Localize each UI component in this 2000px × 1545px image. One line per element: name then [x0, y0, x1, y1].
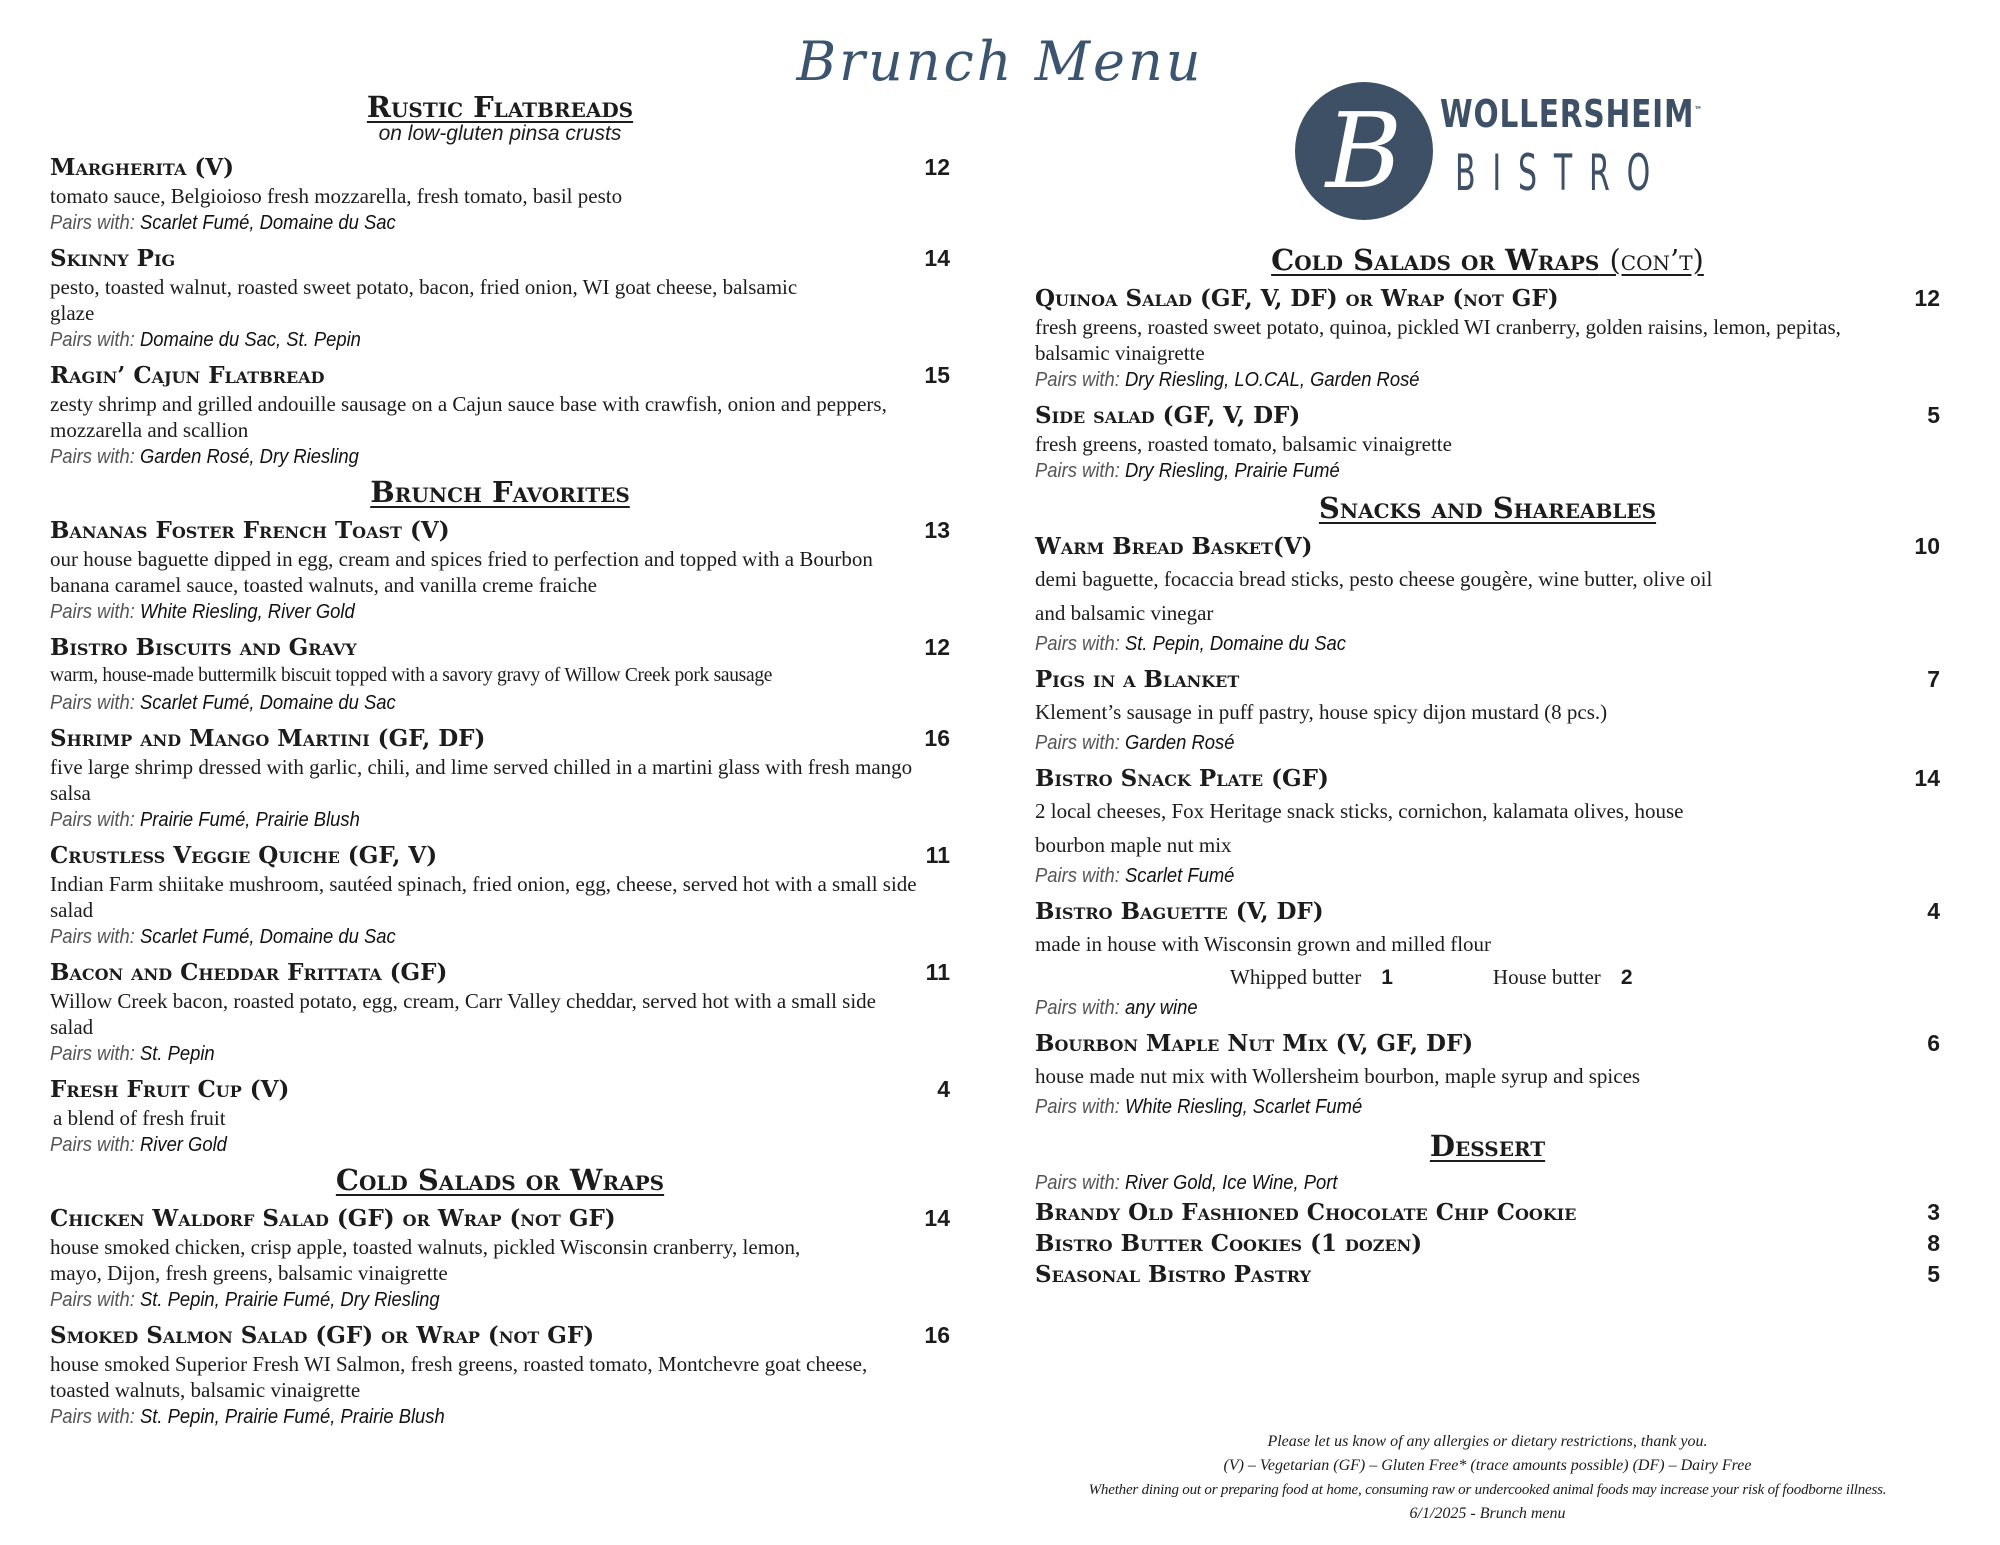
- item-price: 14: [1914, 765, 1940, 791]
- item-price: 10: [1914, 533, 1940, 559]
- section-title: Cold Salads or Wraps (con’t): [1271, 243, 1704, 277]
- menu-item: [1035, 664, 1940, 757]
- item-price: 12: [1914, 285, 1940, 311]
- item-name: Bistro Snack Plate (GF): [1035, 765, 1329, 792]
- item-price: 11: [925, 842, 950, 868]
- footer-notes: [1035, 1430, 1940, 1526]
- menu-item: [50, 515, 950, 626]
- menu-item: [50, 840, 950, 951]
- section-title: Brunch Favorites: [370, 475, 630, 509]
- item-price: 4: [1927, 898, 1940, 924]
- item-description: demi baguette, focaccia bread sticks, pesto cheese gougère, wine butter, olive oil and balsamic vinegar: [1035, 567, 1713, 625]
- trademark-mark: ™: [1694, 105, 1703, 117]
- section-snacks: [1035, 491, 1940, 1121]
- logo-subtitle: BISTRO: [1455, 144, 1668, 202]
- item-pairing: Pairs with: Domaine du Sac, St. Pepin: [50, 329, 361, 351]
- item-pairing: Pairs with: St. Pepin, Prairie Fumé, Prairie Blush: [50, 1406, 445, 1428]
- menu-item: [50, 632, 950, 717]
- section-title: Snacks and Shareables: [1318, 491, 1657, 525]
- item-name: Seasonal Bistro Pastry: [1035, 1261, 1312, 1288]
- house-butter-option: House butter 2: [1492, 965, 1633, 989]
- item-price: 16: [924, 1322, 950, 1348]
- dessert-pairing: Pairs with: River Gold, Ice Wine, Port: [1035, 1172, 1338, 1194]
- item-name: Fresh Fruit Cup (V): [50, 1076, 290, 1103]
- item-price: 12: [924, 154, 950, 180]
- menu-date: 6/1/2025 - Brunch menu: [1409, 1505, 1566, 1522]
- section-brunch-favorites: [50, 475, 950, 1159]
- item-pairing: Pairs with: Scarlet Fumé, Domaine du Sac: [50, 926, 396, 948]
- logo-name: WOLLERSHEIM™: [1440, 92, 1703, 136]
- item-description: warm, house-made buttermilk biscuit topped with a savory gravy of Willow Creek pork sausage: [50, 665, 773, 686]
- page-title: Brunch Menu: [796, 30, 1204, 93]
- item-pairing: Pairs with: St. Pepin: [50, 1043, 215, 1065]
- whipped-butter-option: Whipped butter 1: [1230, 965, 1393, 989]
- item-price: 6: [1927, 1030, 1940, 1056]
- item-name: Side salad (GF, V, DF): [1035, 402, 1301, 429]
- section-cold-salads-cont: [1035, 243, 1940, 485]
- item-pairing: Pairs with: any wine: [1035, 997, 1198, 1019]
- item-name: Ragin’ Cajun Flatbread: [50, 362, 325, 389]
- item-price: 11: [925, 959, 950, 985]
- dessert-item: [1035, 1228, 1940, 1259]
- item-pairing: Pairs with: Prairie Fumé, Prairie Blush: [50, 809, 360, 831]
- section-flatbreads: [50, 90, 950, 471]
- item-description: fresh greens, roasted sweet potato, quinoa, pickled WI cranberry, golden raisins, lemon, pepitas, balsamic vinaigrette: [1035, 315, 1841, 365]
- item-description: Klement’s sausage in puff pastry, house spicy dijon mustard (8 pcs.): [1035, 700, 1608, 724]
- item-price: 3: [1927, 1199, 1940, 1225]
- item-name: Pigs in a Blanket: [1035, 666, 1240, 693]
- food-safety-note: Whether dining out or preparing food at home, consuming raw or undercooked animal foods may increase your risk of foodborne illness.: [1088, 1482, 1887, 1498]
- item-pairing: Pairs with: White Riesling, River Gold: [50, 601, 355, 623]
- menu-item: [1035, 1028, 1940, 1121]
- section-title: Dessert: [1429, 1129, 1546, 1163]
- left-column: [50, 90, 950, 1431]
- item-description: five large shrimp dressed with garlic, chili, and lime served chilled in a martini glass with fresh mango salsa: [50, 755, 913, 805]
- item-name: Bistro Butter Cookies (1 dozen): [1035, 1230, 1423, 1257]
- menu-item: [50, 1320, 950, 1431]
- item-price: 16: [924, 725, 950, 751]
- item-name: Smoked Salmon Salad (GF) or Wrap (not GF): [50, 1322, 595, 1349]
- item-name: Bistro Baguette (V, DF): [1035, 898, 1324, 925]
- item-name: Skinny Pig: [50, 245, 176, 272]
- item-name: Bistro Biscuits and Gravy: [50, 634, 357, 661]
- butter-options: [1035, 961, 1940, 994]
- item-name: Shrimp and Mango Martini (GF, DF): [50, 725, 486, 752]
- item-price: 13: [924, 517, 950, 543]
- section-cold-salads: [50, 1163, 950, 1431]
- item-price: 15: [924, 362, 950, 388]
- menu-item: [50, 243, 950, 354]
- menu-item: [50, 360, 950, 471]
- item-name: Margherita (V): [50, 154, 234, 181]
- item-description: pesto, toasted walnut, roasted sweet potato, bacon, fried onion, WI goat cheese, balsamic glaze: [50, 275, 798, 325]
- section-dessert: [1035, 1129, 1940, 1290]
- section-title: Rustic Flatbreads: [366, 90, 634, 124]
- item-name: Bourbon Maple Nut Mix (V, GF, DF): [1035, 1030, 1474, 1057]
- item-price: 5: [1927, 402, 1940, 428]
- item-name: Bananas Foster French Toast (V): [50, 517, 450, 544]
- item-pairing: Pairs with: Scarlet Fumé, Domaine du Sac: [50, 212, 396, 234]
- menu-item: [50, 152, 950, 237]
- item-pairing: Pairs with: Garden Rosé, Dry Riesling: [50, 446, 359, 468]
- item-description: our house baguette dipped in egg, cream and spices fried to perfection and topped with a Bourbon banana caramel sauce, toasted walnuts, and vanilla creme fraiche: [50, 547, 873, 597]
- item-description: tomato sauce, Belgioioso fresh mozzarella, fresh tomato, basil pesto: [50, 184, 623, 208]
- item-description: house smoked Superior Fresh WI Salmon, fresh greens, roasted tomato, Montchevre goat cheese, toasted walnuts, balsamic vinaigrette: [50, 1352, 868, 1402]
- item-price: 14: [924, 1205, 950, 1231]
- menu-item: [1035, 531, 1940, 658]
- menu-item: [1035, 896, 1940, 1022]
- right-column: [1035, 243, 1940, 1290]
- item-name: Crustless Veggie Quiche (GF, V): [50, 842, 438, 869]
- item-pairing: Pairs with: Garden Rosé: [1035, 732, 1235, 754]
- item-name: Chicken Waldorf Salad (GF) or Wrap (not GF): [50, 1205, 616, 1232]
- item-price: 5: [1927, 1261, 1940, 1287]
- item-pairing: Pairs with: White Riesling, Scarlet Fumé: [1035, 1096, 1363, 1118]
- bistro-logo: [1295, 82, 1715, 222]
- item-description: made in house with Wisconsin grown and milled flour: [1035, 932, 1492, 956]
- item-pairing: Pairs with: St. Pepin, Domaine du Sac: [1035, 633, 1346, 655]
- logo-monogram: B: [1325, 90, 1403, 212]
- item-pairing: Pairs with: Scarlet Fumé, Domaine du Sac: [50, 692, 396, 714]
- menu-item: [1035, 763, 1940, 890]
- item-pairing: Pairs with: River Gold: [50, 1134, 227, 1156]
- item-description: Indian Farm shiitake mushroom, sautéed spinach, fried onion, egg, cheese, served hot with a small side salad: [50, 872, 917, 922]
- dessert-item: [1035, 1197, 1940, 1228]
- item-pairing: Pairs with: Dry Riesling, Prairie Fumé: [1035, 460, 1340, 482]
- item-description: Willow Creek bacon, roasted potato, egg, cream, Carr Valley cheddar, served hot with a small side salad: [50, 989, 876, 1039]
- section-title: Cold Salads or Wraps: [335, 1163, 665, 1197]
- item-price: 7: [1927, 666, 1940, 692]
- menu-item: [50, 723, 950, 834]
- item-description: a blend of fresh fruit: [53, 1106, 226, 1130]
- item-price: 14: [924, 245, 950, 271]
- allergy-note: Please let us know of any allergies or dietary restrictions, thank you.: [1267, 1433, 1708, 1450]
- item-name: Brandy Old Fashioned Chocolate Chip Cookie: [1035, 1199, 1577, 1226]
- item-description: house made nut mix with Wollersheim bourbon, maple syrup and spices: [1035, 1064, 1641, 1088]
- item-description: fresh greens, roasted tomato, balsamic vinaigrette: [1035, 432, 1452, 456]
- dietary-legend: (V) – Vegetarian (GF) – Gluten Free* (trace amounts possible) (DF) – Dairy Free: [1223, 1457, 1752, 1474]
- section-subtitle: on low-gluten pinsa crusts: [378, 122, 622, 145]
- item-pairing: Pairs with: Dry Riesling, LO.CAL, Garden Rosé: [1035, 369, 1420, 391]
- item-description: zesty shrimp and grilled andouille sausage on a Cajun sauce base with crawfish, onion and peppers, mozzarella and scallion: [50, 392, 887, 442]
- menu-item: [50, 1074, 950, 1159]
- item-name: Warm Bread Basket(V): [1035, 533, 1313, 560]
- item-description: 2 local cheeses, Fox Heritage snack sticks, cornichon, kalamata olives, house bourbon maple nut mix: [1035, 799, 1684, 857]
- item-pairing: Pairs with: Scarlet Fumé: [1035, 865, 1235, 887]
- item-name: Bacon and Cheddar Frittata (GF): [50, 959, 448, 986]
- menu-item: [50, 957, 950, 1068]
- item-price: 8: [1927, 1230, 1940, 1256]
- menu-item: [1035, 400, 1940, 485]
- menu-item: [1035, 283, 1940, 394]
- item-pairing: Pairs with: St. Pepin, Prairie Fumé, Dry Riesling: [50, 1289, 440, 1311]
- item-price: 4: [937, 1076, 950, 1102]
- menu-item: [50, 1203, 950, 1314]
- item-price: 12: [924, 634, 950, 660]
- dessert-item: [1035, 1259, 1940, 1290]
- item-description: house smoked chicken, crisp apple, toasted walnuts, pickled Wisconsin cranberry, lemon, mayo, Dijon, fresh greens, balsamic vinaigrette: [50, 1235, 801, 1285]
- item-name: Quinoa Salad (GF, V, DF) or Wrap (not GF): [1035, 285, 1559, 312]
